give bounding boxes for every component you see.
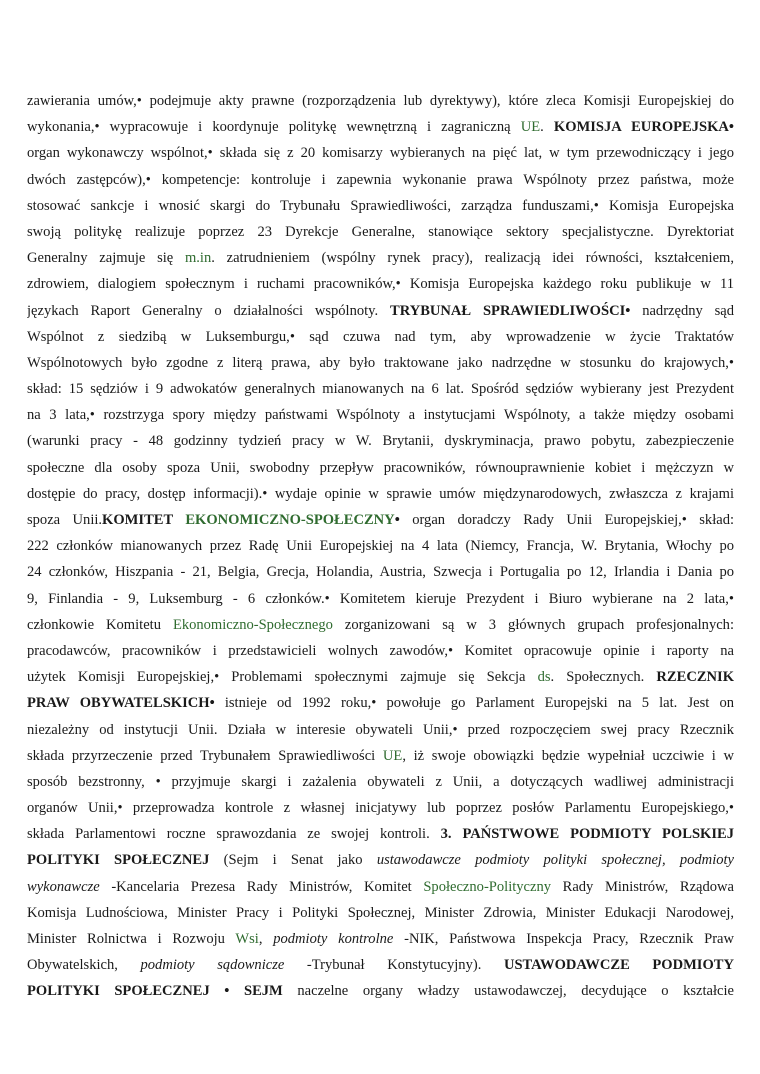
highlighted-run: UE (382, 747, 403, 764)
heading-run: POLITYKI SPOŁECZNEJ (27, 852, 210, 869)
text-line (27, 690, 734, 716)
text-line (27, 638, 734, 664)
text-run: 222 członków mianowanych przez Radę Unii Europejskiej na 4 lata (Niemcy, Francja, W. Brytania, Włochy po (27, 538, 734, 555)
text-run: użytek Komisji Europejskiej,• Problemami społecznymi zajmuje się Sekcja (27, 669, 538, 686)
text-run: dwóch zastępców),• kompetencje: kontroluje i zapewnia wykonanie prawa Wspólnoty przez państwa, może (27, 171, 734, 188)
text-line (27, 769, 734, 795)
text-run: -Trybunał Konstytucyjny). (284, 957, 504, 974)
text-line (27, 795, 734, 821)
text-line (27, 874, 734, 900)
text-line (27, 376, 734, 402)
text-run: . (540, 119, 554, 136)
text-run: 24 członków, Hiszpania - 21, Belgia, Grecja, Holandia, Austria, Szwecja i Portugalia po 12, Irlandia i Dania po (27, 564, 734, 581)
text-run: Minister Rolnictwa i Rozwoju (27, 931, 236, 947)
text-line (27, 167, 734, 193)
highlighted-run: Ekonomiczno-Społecznego (172, 616, 333, 633)
text-run: , (258, 931, 274, 947)
text-line (27, 952, 734, 978)
text-line (27, 847, 734, 873)
text-line (27, 900, 734, 926)
text-run: językach Raport Generalny o działalności wspólnoty. (27, 302, 390, 319)
text-line (27, 88, 734, 114)
text-line (27, 140, 734, 166)
text-run: członkowie Komitetu (27, 616, 173, 633)
text-run: skład: 15 sędziów i 9 adwokatów generalnych mianowanych na 6 lat. Spośród sędziów wybierany jest Prezydent (27, 381, 734, 398)
highlighted-run: Wsi (235, 931, 259, 947)
text-run: pracodawców, pracowników i przedstawicieli wolnych zawodów,• Komitet opracowuje opinie i raporty na (27, 642, 734, 659)
text-run: Wspólnotowych było zgodne z literą prawa, aby było traktowane jako nadrzędne w stosunku do krajowych,• (27, 354, 734, 371)
text-run: Wspólnot z siedzibą w Luksemburgu,• sąd czuwa nad tym, aby wprowadzenie w życie Traktatów (27, 328, 734, 345)
italic-run: ustawodawcze podmioty polityki społecznej, podmioty (376, 852, 734, 869)
heading-run: KOMITET (102, 512, 186, 528)
text-line (27, 481, 734, 507)
text-run: (Sejm i Senat jako (209, 852, 377, 869)
text-line (27, 821, 734, 847)
text-line (27, 114, 734, 140)
text-run: Generalny zajmuje się (27, 250, 185, 267)
text-line (27, 324, 734, 350)
text-line (27, 978, 734, 1004)
heading-run: RZECZNIK (656, 669, 734, 686)
heading-run: TRYBUNAŁ SPRAWIEDLIWOŚCI• (390, 302, 631, 319)
text-line (27, 428, 734, 454)
text-run: istnieje od 1992 roku,• powołuje go Parlament Europejski na 5 lat. Jest on (214, 695, 734, 712)
heading-run: EKONOMICZNO-SPOŁECZNY (185, 512, 395, 528)
document-page (27, 88, 734, 1005)
text-run: organ doradczy Rady Unii Europejskiej,• skład: (399, 512, 734, 528)
text-run: nadrzędny sąd (630, 302, 734, 319)
highlighted-run: Społeczno-Polityczny (423, 878, 552, 895)
text-run: -Kancelaria Prezesa Rady Ministrów, Komitet (99, 878, 424, 895)
heading-run: POLITYKI SPOŁECZNEJ • SEJM (27, 983, 283, 1000)
text-line (27, 507, 734, 533)
highlighted-run: m.in (184, 250, 212, 267)
text-run: . zatrudnieniem (wspólny rynek pracy), realizacją idei równości, kształceniem, (211, 250, 734, 267)
text-run: spoza Unii. (27, 512, 103, 528)
text-run: zorganizowani są w 3 głównych grupach profesjonalnych: (332, 616, 734, 633)
text-line (27, 402, 734, 428)
heading-run: KOMISJA EUROPEJSKA• (553, 119, 734, 136)
text-run: , iż swoje obowiązki będzie wypełniał uczciwie i w (402, 747, 734, 764)
heading-run: 3. PAŃSTWOWE PODMIOTY POLSKIEJ (440, 826, 734, 843)
text-run: dostępie do pracy, dostęp informacji).• wydaje opinie w sprawie umów międzynarodowych, zwłaszcza z krajami (27, 485, 734, 502)
text-line (27, 586, 734, 612)
text-line (27, 533, 734, 559)
text-run: wykonania,• wypracowuje i koordynuje politykę wewnętrzną i zagraniczną (27, 119, 521, 136)
text-line (27, 559, 734, 585)
text-run: sposób bezstronny, • przyjmuje skargi i zażalenia obywateli z Unii, a dotyczących wadliwej administracji (27, 773, 734, 790)
text-line (27, 455, 734, 481)
text-line (27, 245, 734, 271)
text-run: (warunki pracy - 48 godzinny tydzień pracy w W. Brytanii, dyskryminacja, prawo pobytu, zabezpieczenie (27, 433, 734, 450)
italic-run: podmioty kontrolne (273, 931, 394, 947)
text-line (27, 743, 734, 769)
text-run: organów Unii,• przeprowadza kontrole z własnej inicjatywy lub poprzez posłów Parlamentu Europejskiego,• (27, 800, 734, 817)
heading-run: USTAWODAWCZE PODMIOTY (503, 957, 734, 974)
text-line (27, 612, 734, 638)
text-line (27, 926, 734, 952)
text-run: -NIK, Państwowa Inspekcja Pracy, Rzecznik Praw (393, 931, 734, 947)
text-run: społeczne dla osoby spoza Unii, swobodny przepływ pracowników, równouprawnienie kobiet i mężczyzn w (27, 459, 734, 476)
text-line (27, 350, 734, 376)
text-run: składa przyrzeczenie przed Trybunałem Sprawiedliwości (27, 747, 383, 764)
text-run: na 3 lata,• rozstrzyga spory między państwami Wspólnoty a instytucjami Wspólnoty, a także między osobami (27, 407, 734, 424)
text-run: organ wykonawczy wspólnot,• składa się z 20 komisarzy wybieranych na pięć lat, w tym przewodniczący i jego (27, 145, 734, 162)
text-run: swoją politykę realizuje poprzez 23 Dyrekcje Generalne, stanowiące sektory specjalistyczne. Dyrektoriat (27, 223, 734, 240)
text-run: Komisja Ludnościowa, Minister Pracy i Polityki Społecznej, Minister Zdrowia, Minister Edukacji Narodowej, (27, 904, 734, 921)
italic-run: podmioty sądownicze (140, 957, 285, 974)
heading-run: • (394, 512, 400, 528)
text-run: niezależny od instytucji Unii. Działa w interesie obywateli Unii,• przed rozpoczęciem swej pracy Rzecznik (27, 721, 734, 738)
text-run: składa Parlamentowi roczne sprawozdania ze swojej kontroli. (27, 826, 441, 843)
text-line (27, 271, 734, 297)
text-run: stosować sankcje i wnosić skargi do Trybunału Sprawiedliwości, zarządza funduszami,• Komisja Europejska (27, 197, 734, 214)
text-run: . Społecznych. (550, 669, 657, 686)
text-run: zdrowiem, dialogiem społecznym i ruchami pracowników,• Komisja Europejska każdego roku publikuje w 11 (27, 276, 734, 293)
heading-run: PRAW OBYWATELSKICH• (27, 695, 215, 712)
text-run: Rady Ministrów, Rządowa (551, 878, 734, 895)
text-run: Obywatelskich, (27, 957, 141, 974)
text-line (27, 298, 734, 324)
text-line (27, 664, 734, 690)
highlighted-run: UE (520, 119, 541, 136)
text-run: zawierania umów,• podejmuje akty prawne (rozporządzenia lub dyrektywy), które zleca Komisji Europejskiej do (27, 93, 734, 109)
text-line (27, 717, 734, 743)
text-run: naczelne organy władzy ustawodawczej, decydujące o kształcie (282, 983, 734, 1000)
text-line (27, 193, 734, 219)
text-run: 9, Finlandia - 9, Luksemburg - 6 członków.• Komitetem kieruje Prezydent i Biuro wybierane na 2 lata,• (27, 590, 734, 607)
text-line (27, 219, 734, 245)
highlighted-run: ds (537, 669, 551, 686)
italic-run: wykonawcze (27, 878, 100, 895)
